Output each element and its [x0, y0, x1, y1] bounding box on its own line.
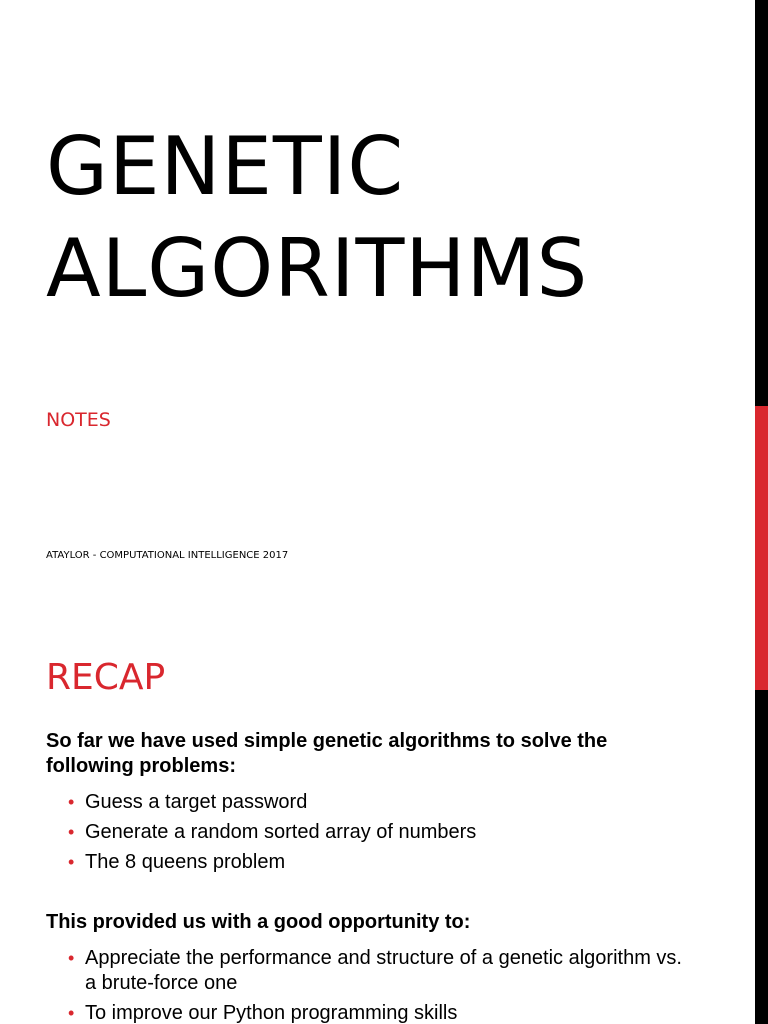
list-item — [68, 946, 688, 996]
bullet-dot-icon: • — [68, 852, 75, 872]
slide-title-line-2: ALGORITHMS — [46, 222, 589, 315]
list-item-text: To improve our Python programming skills — [85, 1002, 458, 1024]
list-item — [68, 790, 688, 815]
recap-heading: RECAP — [46, 657, 166, 698]
recap-intro: So far we have used simple genetic algorithms to solve the following problems: — [46, 730, 608, 777]
slide-subtitle: NOTES — [46, 409, 111, 431]
opportunities-list — [68, 946, 688, 1024]
problems-list — [68, 790, 688, 880]
bullet-dot-icon: • — [68, 948, 75, 968]
opportunity-intro: This provided us with a good opportunity to: — [46, 911, 471, 933]
list-item-text: Guess a target password — [85, 791, 308, 813]
slide-title-line-1: GENETIC — [46, 120, 405, 213]
side-accent-bar-top — [755, 0, 768, 406]
list-item-text: The 8 queens problem — [85, 851, 286, 873]
bullet-dot-icon: • — [68, 792, 75, 812]
list-item-text: Generate a random sorted array of numbers — [85, 821, 477, 843]
list-item — [68, 820, 688, 845]
list-item — [68, 850, 688, 875]
bullet-dot-icon: • — [68, 822, 75, 842]
list-item — [68, 1001, 688, 1024]
slide-footer: ATAYLOR - COMPUTATIONAL INTELLIGENCE 2017 — [46, 550, 289, 561]
slide-title — [46, 116, 588, 320]
side-accent-bar-bottom — [755, 690, 768, 1024]
bullet-dot-icon: • — [68, 1003, 75, 1023]
list-item-text: Appreciate the performance and structure of a genetic algorithm vs. a brute-force one — [85, 947, 682, 994]
side-accent-bar-red — [755, 406, 768, 690]
